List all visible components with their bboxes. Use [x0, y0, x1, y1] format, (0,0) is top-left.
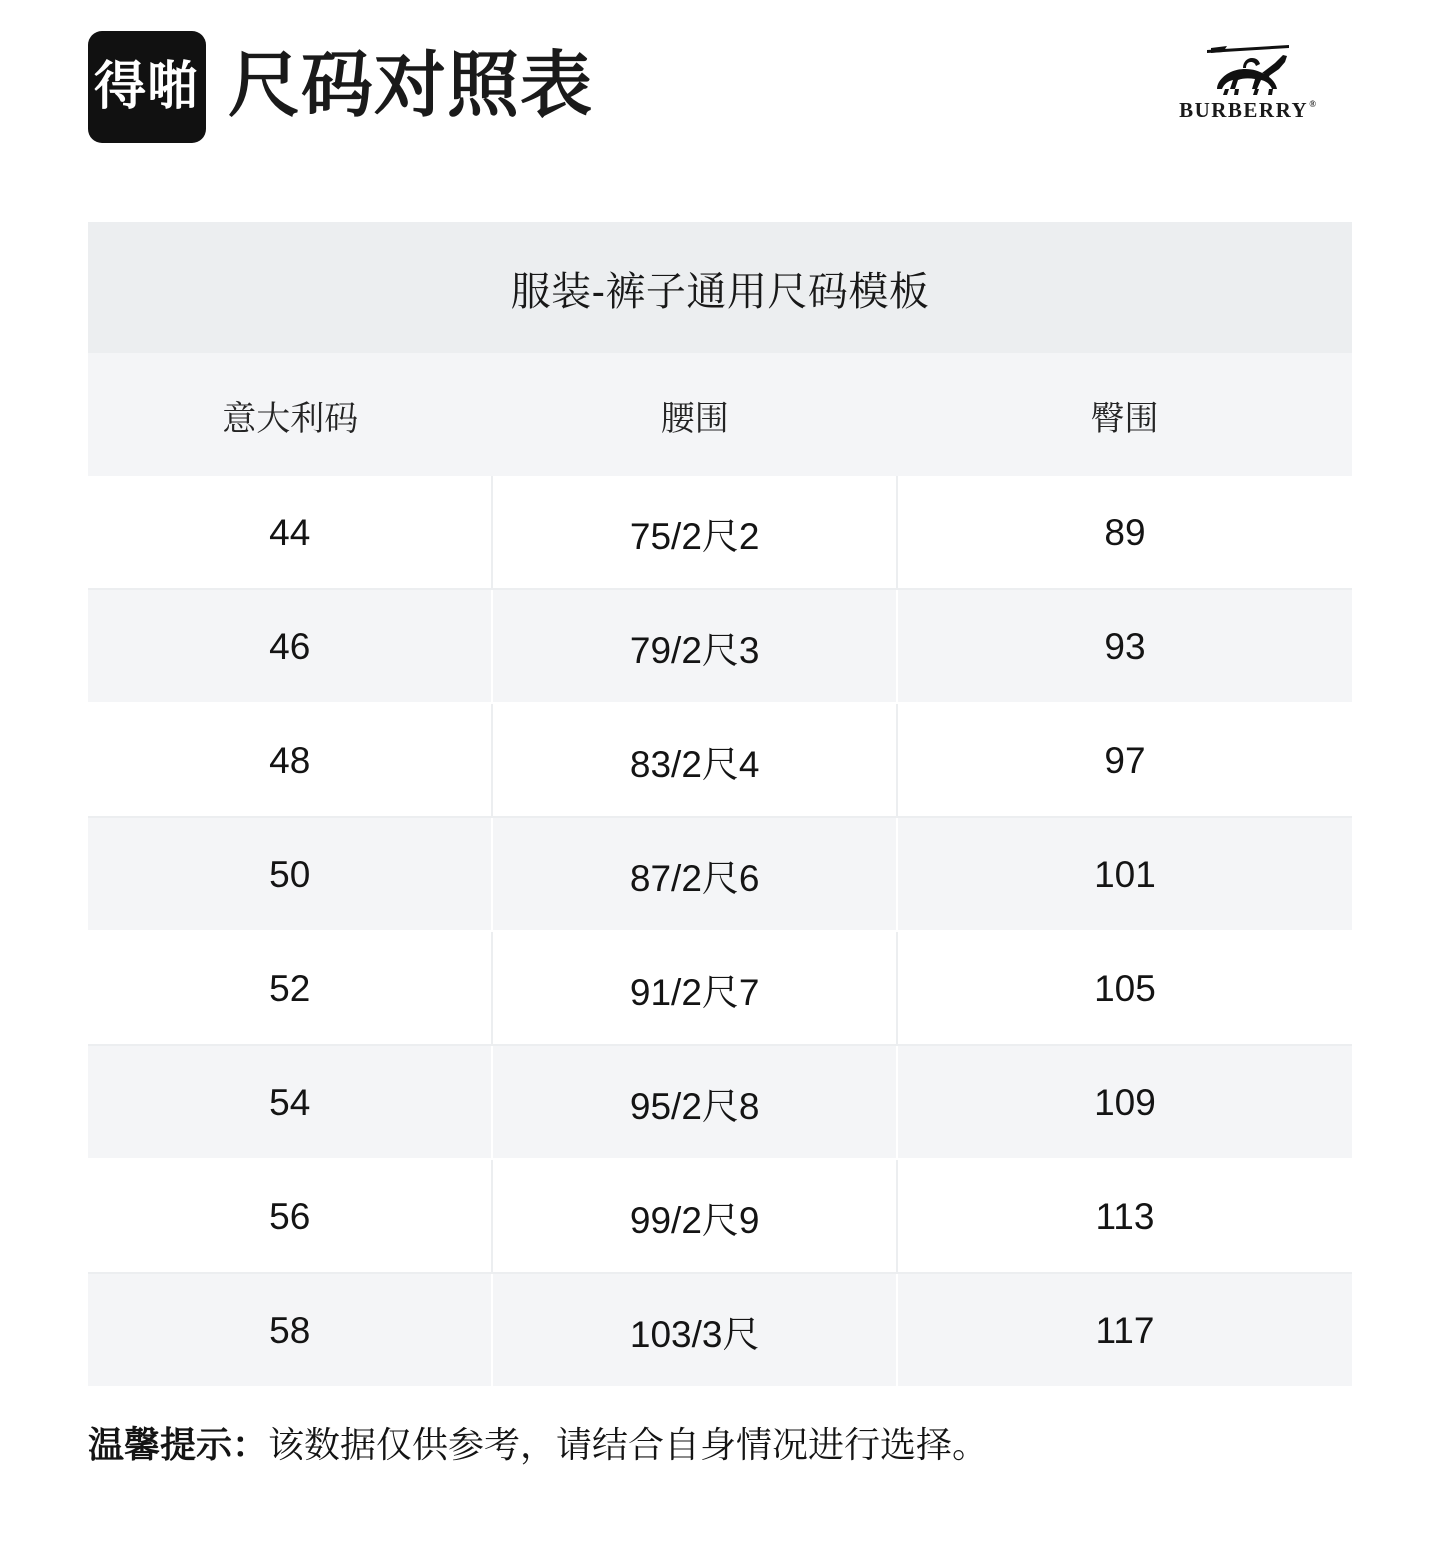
table-row	[88, 931, 1352, 1045]
brand-trademark: ®	[1309, 99, 1316, 109]
table-row	[88, 589, 1352, 703]
burberry-brand-mark	[1172, 42, 1322, 123]
cell-waist: 83/2尺4	[492, 703, 896, 817]
size-table-block	[88, 222, 1352, 1386]
table-row	[88, 703, 1352, 817]
cell-italian-size: 56	[88, 1159, 492, 1273]
column-header-hip: 臀围	[897, 353, 1352, 476]
cell-italian-size: 50	[88, 817, 492, 931]
cell-waist: 87/2尺6	[492, 817, 896, 931]
brand-badge-icon	[88, 31, 206, 143]
size-table	[88, 353, 1352, 1386]
brand-badge-label: 得啪	[93, 58, 200, 116]
cell-hip: 117	[897, 1273, 1352, 1386]
cell-waist: 79/2尺3	[492, 589, 896, 703]
cell-waist: 99/2尺9	[492, 1159, 896, 1273]
column-header-italian-size: 意大利码	[88, 353, 492, 476]
page-header	[0, 0, 1440, 140]
cell-waist: 95/2尺8	[492, 1045, 896, 1159]
cell-waist: 103/3尺	[492, 1273, 896, 1386]
cell-hip: 109	[897, 1045, 1352, 1159]
table-row	[88, 476, 1352, 589]
table-row	[88, 1159, 1352, 1273]
footnote-text: 该数据仅供参考，请结合自身情况进行选择。	[268, 1424, 989, 1465]
cell-hip: 97	[897, 703, 1352, 817]
table-header-row	[88, 353, 1352, 476]
cell-italian-size: 46	[88, 589, 492, 703]
cell-hip: 101	[897, 817, 1352, 931]
cell-waist: 75/2尺2	[492, 476, 896, 589]
cell-hip: 89	[897, 476, 1352, 589]
cell-italian-size: 52	[88, 931, 492, 1045]
burberry-equestrian-knight-icon	[1199, 42, 1295, 96]
brand-name-text: BURBERRY	[1179, 98, 1309, 122]
cell-italian-size: 48	[88, 703, 492, 817]
cell-hip: 105	[897, 931, 1352, 1045]
cell-waist: 91/2尺7	[492, 931, 896, 1045]
footnote-label: 温馨提示：	[88, 1424, 269, 1465]
size-table-caption: 服装-裤子通用尺码模板	[88, 222, 1352, 353]
cell-hip: 93	[897, 589, 1352, 703]
cell-italian-size: 58	[88, 1273, 492, 1386]
table-row	[88, 1273, 1352, 1386]
table-row	[88, 1045, 1352, 1159]
cell-hip: 113	[897, 1159, 1352, 1273]
page-title: 尺码对照表	[228, 46, 594, 127]
brand-name	[1179, 98, 1315, 123]
column-header-waist: 腰围	[492, 353, 896, 476]
cell-italian-size: 44	[88, 476, 492, 589]
cell-italian-size: 54	[88, 1045, 492, 1159]
table-row	[88, 817, 1352, 931]
footnote	[88, 1420, 1352, 1470]
